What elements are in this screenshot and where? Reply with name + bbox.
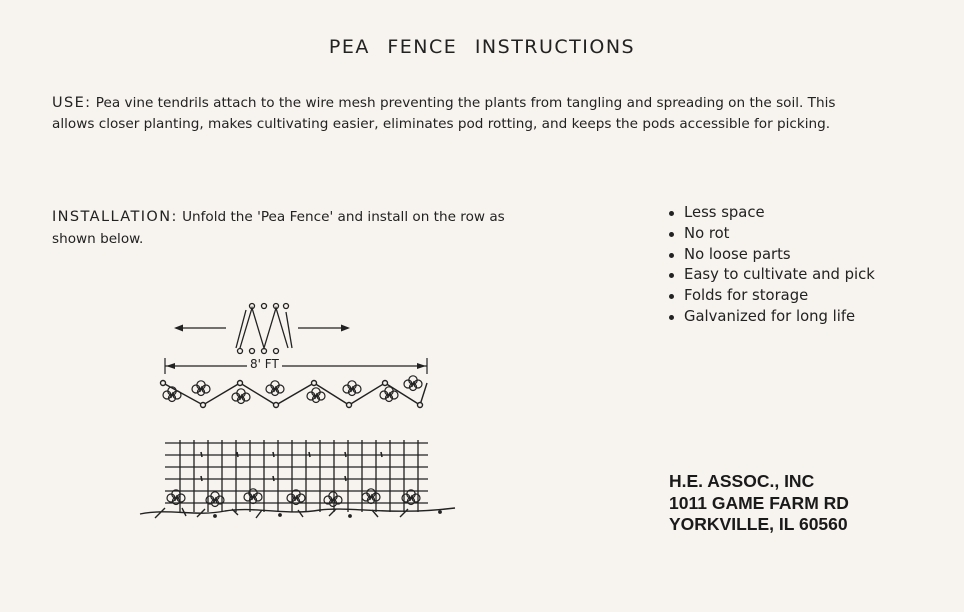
use-text: Pea vine tendrils attach to the wire mesh preventing the plants from tangling and spreading on the soil. This allows closer planting, makes cultivating easier, eliminates pod rotting, and keeps the pods accessible for picking.	[52, 95, 836, 132]
company-address	[669, 471, 849, 536]
length-dimension-line	[165, 358, 427, 374]
installation-text: Unfold the 'Pea Fence' and install on the row as shown below.	[52, 209, 505, 247]
feature-item: Folds for storage	[666, 286, 875, 307]
city-state-zip: YORKVILLE, IL 60560	[669, 514, 848, 534]
feature-item: No rot	[666, 224, 875, 245]
company-name: H.E. ASSOC., INC	[669, 471, 815, 491]
feature-item: Galvanized for long life	[666, 307, 875, 328]
fence-front-view	[165, 440, 428, 512]
page-title: PEA FENCE INSTRUCTIONS	[328, 36, 636, 58]
folded-fence-illustration	[174, 304, 350, 354]
installation-label: INSTALLATION:	[52, 209, 178, 225]
feature-item: Easy to cultivate and pick	[666, 265, 875, 286]
soil-line	[140, 508, 455, 518]
street-address: 1011 GAME FARM RD	[669, 492, 849, 513]
feature-item: No loose parts	[666, 245, 875, 266]
feature-item: Less space	[666, 203, 875, 224]
use-label: USE:	[52, 95, 92, 111]
pea-plants-top-view	[163, 376, 422, 404]
length-label: 8' FT	[247, 357, 282, 371]
fence-top-view	[161, 381, 428, 408]
